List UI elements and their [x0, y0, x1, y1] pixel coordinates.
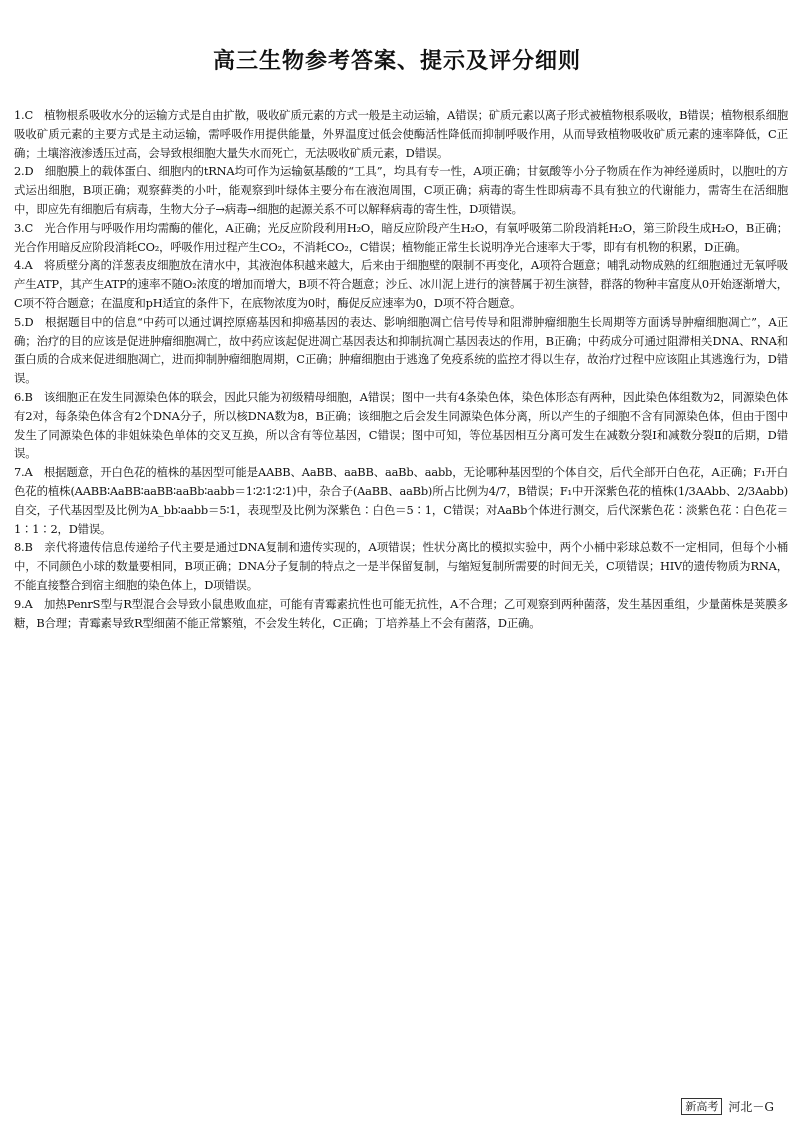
answer-item-1: 1.C 植物根系吸收水分的运输方式是自由扩散，吸收矿质元素的方式一般是主动运输，A错误；矿质元素以离子形式被植物根系吸收，B错误；植物根系细胞吸收矿质元素的主要方式是主动运输，需呼吸作用提供能量，外界温度过低会使酶活性降低而抑制呼吸作用，从而导致植物吸收矿质元素的速率降低，C正确；土壤溶液渗透压过高，会导致根细胞大量失水而死亡，无法吸收矿质元素，D错误。	[14, 108, 788, 160]
exam-badge: 新高考	[681, 1098, 722, 1115]
answer-item-9: 9.A 加热PenrS型与R型混合会导致小鼠患败血症，可能有青霉素抗性也可能无抗性，A不合理；乙可观察到两种菌落，发生基因重组，少量菌株是荚膜多糖，B合理；青霉素导致R型细菌不能正常繁殖，不会发生转化，C正确；丁培养基上不会有菌落，D正确。	[14, 596, 788, 630]
answer-item-5: 5.D 根据题目中的信息“中药可以通过调控原癌基因和抑癌基因的表达、影响细胞凋亡信号传导和阻滞肿瘤细胞生长周期等方面诱导肿瘤细胞凋亡”，A正确；治疗的目的应该是促进肿瘤细胞凋亡，故中药应该起促进凋亡基因表达和抑制抗凋亡基因表达的作用，B正确；中药成分可通过阻滞相关DNA、RNA和蛋白质的合成来促进细胞凋亡，进而抑制肿瘤细胞周期，C正确；肿瘤细胞由于逃逸了免疫系统的监控才得以生存，故治疗过程中应该阻止其逃逸行为，D错误。	[14, 314, 788, 386]
region-code: 河北－G	[728, 1100, 774, 1114]
answer-item-6: 6.B 该细胞正在发生同源染色体的联会，因此只能为初级精母细胞，A错误；图中一共有4条染色体，染色体形态有两种，因此染色体组数为2，同源染色体有2对，每条染色体含有2个DNA分子，所以核DNA数为8，B正确；该细胞之后会发生同源染色体分离，所以产生的子细胞不含有同源染色体，但由于图中发生了同源染色体的非姐妹染色单体的交叉互换，所以含有等位基因，C错误；图中可知，等位基因相互分离可发生在减数分裂Ⅰ和减数分裂Ⅱ的后期，D错误。	[14, 389, 788, 461]
answer-item-4: 4.A 将质壁分离的洋葱表皮细胞放在清水中，其液泡体积越来越大，后来由于细胞壁的限制不再变化，A项符合题意；哺乳动物成熟的红细胞通过无氧呼吸产生ATP，其产生ATP的速率不随O₂浓度的增加而增大，B项不符合题意；沙丘、冰川泥上进行的演替属于初生演替，群落的物种丰富度从0开始逐渐增大，C项不符合题意；在温度和pH适宜的条件下，在底物浓度为0时，酶促反应速率为0，D项不符合题意。	[14, 258, 788, 310]
page-title: 高三生物参考答案、提示及评分细则	[212, 49, 581, 74]
answer-item-8: 8.B 亲代将遗传信息传递给子代主要是通过DNA复制和遗传实现的，A项错误；性状分离比的模拟实验中，两个小桶中彩球总数不一定相同，但每个小桶中，不同颜色小球的数量要相同，B项正确；DNA分子复制的特点之一是半保留复制，与缩短复制所需要的时间无关，C项错误；HIV的遗传物质为RNA，不能直接整合到宿主细胞的染色体上，D项错误。	[14, 540, 788, 592]
page-footer	[681, 1098, 774, 1115]
answer-item-7: 7.A 根据题意，开白色花的植株的基因型可能是AABB、AaBB、aaBB、aaBb、aabb，无论哪种基因型的个体自交，后代全部开白色花，A正确；F₁开白色花的植株(AABB∶AaBB∶aaBB∶aaBb∶aabb＝1∶2∶1∶2∶1)中，杂合子(AaBB、aaBb)所占比例为4/7，B错误；F₁中开深紫色花的植株(1/3AAbb、2/3Aabb)自交，子代基因型及比例为A_bb∶aabb＝5∶1，表现型及比例为深紫色∶白色＝5∶1，C错误；对AaBb个体进行测交，后代深紫色花∶淡紫色花∶白色花＝1∶1∶2，D错误。	[14, 465, 788, 536]
answer-item-3: 3.C 光合作用与呼吸作用均需酶的催化，A正确；光反应阶段利用H₂O，暗反应阶段产生H₂O，有氧呼吸第二阶段消耗H₂O，第三阶段生成H₂O，B正确；光合作用暗反应阶段消耗CO₂，呼吸作用过程产生CO₂，不消耗CO₂，C错误；植物能正常生长说明净光合速率大于零，即有有机物的积累，D正确。	[14, 220, 788, 254]
answer-list	[14, 106, 788, 632]
answer-item-2: 2.D 细胞膜上的载体蛋白、细胞内的tRNA均可作为运输氨基酸的“工具”，均具有专一性，A项正确；甘氨酸等小分子物质在作为神经递质时，以胞吐的方式运出细胞，B项正确；观察藓类的小叶，能观察到叶绿体主要分布在液泡周围，C项正确；病毒的寄生性即病毒不具有独立的代谢能力，需寄生在活细胞中，即应先有细胞后有病毒，生物大分子→病毒→细胞的起源关系不可以解释病毒的寄生性，D项错误。	[14, 164, 788, 216]
